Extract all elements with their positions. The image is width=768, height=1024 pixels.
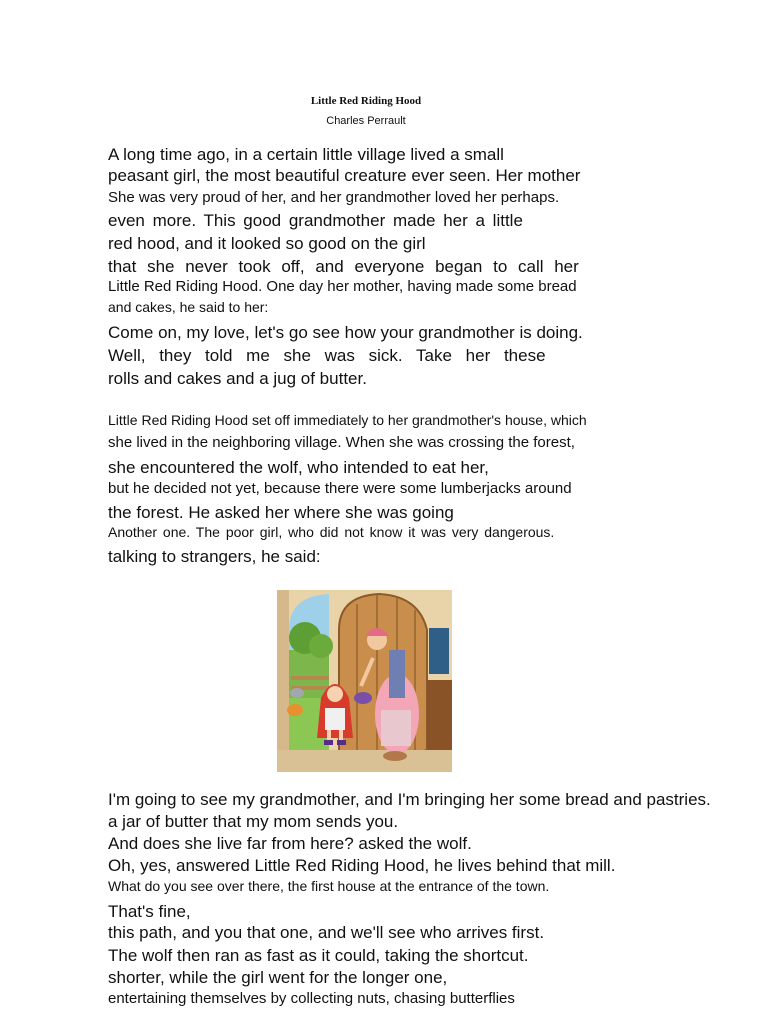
paragraph-line: Little Red Riding Hood. One day her mother, having made some bread <box>108 278 577 295</box>
paragraph-line: Little Red Riding Hood set off immediately to her grandmother's house, which <box>108 412 587 428</box>
paragraph-line: The wolf then ran as fast as it could, taking the shortcut. <box>108 946 529 965</box>
paragraph-line: peasant girl, the most beautiful creature ever seen. Her mother <box>108 166 581 185</box>
paragraph-line: and cakes, he said to her: <box>108 299 269 315</box>
paragraph-line: Come on, my love, let's go see how your grandmother is doing. <box>108 323 583 342</box>
paragraph-line: she encountered the wolf, who intended to eat her, <box>108 458 489 477</box>
paragraph-line: What do you see over there, the first house at the entrance of the town. <box>108 878 550 894</box>
paragraph-line: she lived in the neighboring village. When she was crossing the forest, <box>108 434 575 451</box>
paragraph-line: Oh, yes, answered Little Red Riding Hood, he lives behind that mill. <box>108 856 616 875</box>
paragraph-line: talking to strangers, he said: <box>108 547 321 566</box>
paragraph-line: A long time ago, in a certain little village lived a small <box>108 145 504 164</box>
paragraph-line: this path, and you that one, and we'll see who arrives first. <box>108 923 545 942</box>
paragraph-line: That's fine, <box>108 902 191 921</box>
paragraph-line: entertaining themselves by collecting nuts, chasing butterflies <box>108 990 515 1007</box>
paragraph-line: a jar of butter that my mom sends you. <box>108 812 399 831</box>
paragraph-line: but he decided not yet, because there were some lumberjacks around <box>108 480 572 497</box>
paragraph-line: And does she live far from here? asked the wolf. <box>108 834 472 853</box>
paragraph-line: even more. This good grandmother made her a little <box>108 211 523 230</box>
paragraph-line: red hood, and it looked so good on the girl <box>108 234 426 253</box>
document-author: Charles Perrault <box>326 115 406 127</box>
paragraph-line: She was very proud of her, and her grandmother loved her perhaps. <box>108 189 560 206</box>
document-title: Little Red Riding Hood <box>310 95 422 107</box>
paragraph-line: rolls and cakes and a jug of butter. <box>108 369 367 388</box>
paragraph-line: shorter, while the girl went for the longer one, <box>108 968 448 987</box>
paragraph-line: I'm going to see my grandmother, and I'm bringing her some bread and pastries. <box>108 790 711 809</box>
paragraph-line: Well, they told me she was sick. Take her these <box>108 346 546 365</box>
paragraph-line: Another one. The poor girl, who did not know it was very dangerous. <box>108 524 555 540</box>
paragraph-line: that she never took off, and everyone began to call her <box>108 257 579 276</box>
story-illustration <box>277 590 452 772</box>
paragraph-line: the forest. He asked her where she was going <box>108 503 454 522</box>
